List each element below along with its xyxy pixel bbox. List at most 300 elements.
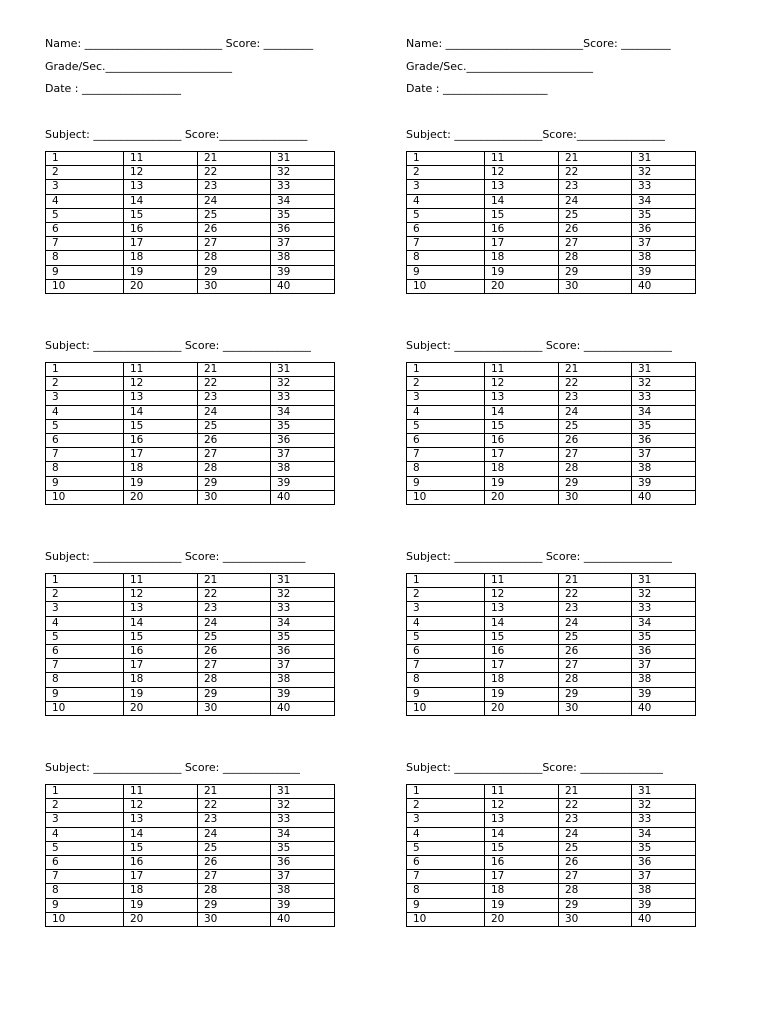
answer-cell[interactable]: 40	[271, 490, 335, 504]
answer-cell[interactable]: 31	[632, 785, 696, 799]
answer-cell[interactable]: 8	[46, 462, 124, 476]
answer-cell[interactable]: 9	[46, 687, 124, 701]
answer-cell[interactable]: 19	[124, 898, 198, 912]
answer-cell[interactable]: 5	[46, 208, 124, 222]
answer-cell[interactable]: 34	[271, 194, 335, 208]
answer-cell[interactable]: 5	[46, 841, 124, 855]
answer-cell[interactable]: 35	[271, 208, 335, 222]
answer-cell[interactable]: 4	[46, 194, 124, 208]
answer-cell[interactable]: 21	[198, 574, 271, 588]
answer-cell[interactable]: 11	[124, 152, 198, 166]
answer-cell[interactable]: 14	[485, 616, 559, 630]
answer-cell[interactable]: 22	[198, 166, 271, 180]
answer-cell[interactable]: 14	[124, 194, 198, 208]
answer-cell[interactable]: 4	[407, 405, 485, 419]
answer-cell[interactable]: 25	[198, 419, 271, 433]
answer-cell[interactable]: 11	[124, 785, 198, 799]
answer-cell[interactable]: 18	[124, 673, 198, 687]
answer-cell[interactable]: 6	[46, 644, 124, 658]
answer-cell[interactable]: 10	[46, 279, 124, 293]
answer-cell[interactable]: 18	[485, 462, 559, 476]
answer-cell[interactable]: 8	[46, 884, 124, 898]
answer-cell[interactable]: 2	[407, 377, 485, 391]
answer-cell[interactable]: 36	[271, 644, 335, 658]
answer-cell[interactable]: 27	[559, 870, 632, 884]
answer-cell[interactable]: 20	[124, 912, 198, 926]
answer-cell[interactable]: 20	[485, 701, 559, 715]
answer-cell[interactable]: 10	[407, 490, 485, 504]
answer-cell[interactable]: 34	[632, 827, 696, 841]
answer-cell[interactable]: 23	[559, 391, 632, 405]
answer-cell[interactable]: 7	[46, 237, 124, 251]
answer-cell[interactable]: 15	[124, 841, 198, 855]
answer-cell[interactable]: 7	[46, 870, 124, 884]
answer-cell[interactable]: 3	[46, 391, 124, 405]
answer-cell[interactable]: 34	[632, 194, 696, 208]
subject-score-line[interactable]: Subject: ________________ Score: ________________	[45, 339, 311, 352]
answer-cell[interactable]: 17	[124, 448, 198, 462]
answer-cell[interactable]: 2	[46, 588, 124, 602]
answer-cell[interactable]: 20	[124, 701, 198, 715]
answer-cell[interactable]: 38	[632, 462, 696, 476]
answer-cell[interactable]: 29	[198, 898, 271, 912]
answer-cell[interactable]: 40	[271, 279, 335, 293]
answer-cell[interactable]: 37	[632, 448, 696, 462]
answer-cell[interactable]: 29	[559, 265, 632, 279]
answer-cell[interactable]: 6	[46, 222, 124, 236]
answer-cell[interactable]: 20	[485, 279, 559, 293]
answer-cell[interactable]: 27	[198, 659, 271, 673]
answer-cell[interactable]: 29	[198, 687, 271, 701]
answer-cell[interactable]: 37	[271, 659, 335, 673]
answer-cell[interactable]: 26	[198, 222, 271, 236]
answer-cell[interactable]: 24	[198, 827, 271, 841]
answer-cell[interactable]: 34	[271, 405, 335, 419]
answer-cell[interactable]: 23	[559, 180, 632, 194]
answer-cell[interactable]: 21	[559, 785, 632, 799]
answer-cell[interactable]: 9	[407, 476, 485, 490]
answer-cell[interactable]: 11	[124, 574, 198, 588]
answer-cell[interactable]: 21	[559, 152, 632, 166]
answer-cell[interactable]: 11	[485, 363, 559, 377]
answer-cell[interactable]: 33	[632, 813, 696, 827]
answer-cell[interactable]: 33	[632, 602, 696, 616]
answer-cell[interactable]: 28	[559, 251, 632, 265]
answer-cell[interactable]: 3	[407, 180, 485, 194]
subject-score-line[interactable]: Subject: ________________ Score:________________	[45, 128, 308, 141]
answer-cell[interactable]: 36	[271, 222, 335, 236]
answer-cell[interactable]: 25	[559, 208, 632, 222]
subject-score-line[interactable]: Subject: ________________ Score: _______________	[45, 550, 306, 563]
answer-cell[interactable]: 39	[271, 476, 335, 490]
answer-cell[interactable]: 9	[46, 898, 124, 912]
answer-cell[interactable]: 13	[485, 813, 559, 827]
answer-cell[interactable]: 29	[559, 687, 632, 701]
answer-cell[interactable]: 35	[632, 841, 696, 855]
answer-cell[interactable]: 1	[46, 363, 124, 377]
subject-score-line[interactable]: Subject: ________________Score:________________	[406, 128, 665, 141]
answer-cell[interactable]: 25	[559, 419, 632, 433]
answer-cell[interactable]: 7	[407, 448, 485, 462]
answer-cell[interactable]: 14	[485, 827, 559, 841]
answer-cell[interactable]: 23	[559, 602, 632, 616]
answer-cell[interactable]: 20	[124, 279, 198, 293]
answer-cell[interactable]: 20	[124, 490, 198, 504]
answer-cell[interactable]: 35	[632, 419, 696, 433]
answer-cell[interactable]: 17	[124, 237, 198, 251]
answer-cell[interactable]: 5	[407, 419, 485, 433]
answer-cell[interactable]: 22	[559, 377, 632, 391]
answer-cell[interactable]: 18	[124, 251, 198, 265]
answer-cell[interactable]: 30	[559, 701, 632, 715]
answer-cell[interactable]: 40	[271, 912, 335, 926]
answer-cell[interactable]: 31	[632, 363, 696, 377]
answer-cell[interactable]: 39	[271, 265, 335, 279]
answer-cell[interactable]: 2	[407, 799, 485, 813]
answer-cell[interactable]: 18	[485, 251, 559, 265]
answer-cell[interactable]: 9	[407, 687, 485, 701]
answer-cell[interactable]: 30	[559, 912, 632, 926]
answer-cell[interactable]: 7	[407, 237, 485, 251]
answer-cell[interactable]: 23	[198, 391, 271, 405]
answer-cell[interactable]: 2	[46, 799, 124, 813]
answer-cell[interactable]: 11	[485, 152, 559, 166]
answer-cell[interactable]: 24	[198, 405, 271, 419]
answer-cell[interactable]: 28	[559, 884, 632, 898]
answer-cell[interactable]: 1	[407, 785, 485, 799]
answer-cell[interactable]: 23	[198, 180, 271, 194]
answer-cell[interactable]: 6	[46, 855, 124, 869]
answer-cell[interactable]: 15	[485, 419, 559, 433]
answer-cell[interactable]: 11	[485, 574, 559, 588]
answer-cell[interactable]: 27	[198, 448, 271, 462]
answer-cell[interactable]: 3	[407, 391, 485, 405]
grade-sec-line-right[interactable]: Grade/Sec._______________________	[406, 60, 594, 73]
answer-cell[interactable]: 4	[407, 827, 485, 841]
answer-cell[interactable]: 32	[632, 166, 696, 180]
name-score-line-left[interactable]: Name: _________________________ Score: _________	[45, 37, 314, 50]
answer-cell[interactable]: 7	[46, 448, 124, 462]
answer-cell[interactable]: 25	[559, 630, 632, 644]
answer-cell[interactable]: 3	[407, 602, 485, 616]
answer-cell[interactable]: 30	[198, 279, 271, 293]
answer-cell[interactable]: 2	[407, 166, 485, 180]
answer-cell[interactable]: 5	[46, 419, 124, 433]
answer-cell[interactable]: 15	[124, 630, 198, 644]
answer-cell[interactable]: 4	[46, 616, 124, 630]
answer-cell[interactable]: 5	[46, 630, 124, 644]
answer-cell[interactable]: 9	[407, 265, 485, 279]
answer-cell[interactable]: 8	[46, 673, 124, 687]
answer-cell[interactable]: 8	[407, 884, 485, 898]
answer-cell[interactable]: 35	[632, 208, 696, 222]
answer-cell[interactable]: 28	[198, 462, 271, 476]
answer-cell[interactable]: 18	[485, 673, 559, 687]
answer-cell[interactable]: 18	[485, 884, 559, 898]
answer-cell[interactable]: 1	[407, 574, 485, 588]
answer-cell[interactable]: 12	[124, 166, 198, 180]
answer-cell[interactable]: 40	[271, 701, 335, 715]
answer-cell[interactable]: 15	[485, 630, 559, 644]
answer-cell[interactable]: 26	[559, 222, 632, 236]
answer-cell[interactable]: 17	[485, 448, 559, 462]
answer-cell[interactable]: 13	[124, 813, 198, 827]
answer-cell[interactable]: 8	[407, 251, 485, 265]
answer-cell[interactable]: 31	[632, 574, 696, 588]
answer-cell[interactable]: 26	[559, 644, 632, 658]
answer-cell[interactable]: 28	[198, 884, 271, 898]
answer-cell[interactable]: 8	[407, 673, 485, 687]
name-score-line-right[interactable]: Name: _________________________Score: _________	[406, 37, 671, 50]
answer-cell[interactable]: 20	[485, 490, 559, 504]
answer-cell[interactable]: 25	[198, 630, 271, 644]
answer-cell[interactable]: 33	[271, 180, 335, 194]
answer-cell[interactable]: 2	[407, 588, 485, 602]
answer-cell[interactable]: 37	[632, 870, 696, 884]
answer-cell[interactable]: 30	[559, 490, 632, 504]
answer-cell[interactable]: 19	[485, 476, 559, 490]
answer-cell[interactable]: 19	[124, 265, 198, 279]
answer-cell[interactable]: 5	[407, 208, 485, 222]
answer-cell[interactable]: 39	[271, 687, 335, 701]
answer-cell[interactable]: 9	[46, 476, 124, 490]
answer-cell[interactable]: 38	[271, 884, 335, 898]
answer-cell[interactable]: 28	[198, 673, 271, 687]
answer-cell[interactable]: 39	[632, 476, 696, 490]
answer-cell[interactable]: 14	[485, 194, 559, 208]
answer-cell[interactable]: 6	[407, 433, 485, 447]
answer-cell[interactable]: 36	[271, 433, 335, 447]
grade-sec-line-left[interactable]: Grade/Sec._______________________	[45, 60, 233, 73]
answer-cell[interactable]: 35	[271, 419, 335, 433]
answer-cell[interactable]: 12	[485, 377, 559, 391]
subject-score-line[interactable]: Subject: ________________ Score: ________________	[406, 550, 672, 563]
answer-cell[interactable]: 13	[124, 180, 198, 194]
answer-cell[interactable]: 23	[198, 602, 271, 616]
answer-cell[interactable]: 1	[46, 785, 124, 799]
answer-cell[interactable]: 38	[632, 673, 696, 687]
answer-cell[interactable]: 24	[198, 616, 271, 630]
answer-cell[interactable]: 21	[198, 152, 271, 166]
answer-cell[interactable]: 19	[485, 265, 559, 279]
answer-cell[interactable]: 15	[485, 208, 559, 222]
answer-cell[interactable]: 13	[485, 391, 559, 405]
answer-cell[interactable]: 11	[124, 363, 198, 377]
answer-cell[interactable]: 14	[124, 616, 198, 630]
answer-cell[interactable]: 16	[485, 644, 559, 658]
answer-cell[interactable]: 26	[559, 433, 632, 447]
answer-cell[interactable]: 32	[271, 799, 335, 813]
answer-cell[interactable]: 27	[559, 237, 632, 251]
answer-cell[interactable]: 18	[124, 884, 198, 898]
answer-cell[interactable]: 4	[407, 194, 485, 208]
answer-cell[interactable]: 19	[485, 687, 559, 701]
answer-cell[interactable]: 37	[632, 237, 696, 251]
answer-cell[interactable]: 36	[271, 855, 335, 869]
answer-cell[interactable]: 34	[632, 405, 696, 419]
answer-cell[interactable]: 30	[198, 912, 271, 926]
answer-cell[interactable]: 33	[271, 602, 335, 616]
answer-cell[interactable]: 13	[124, 602, 198, 616]
answer-cell[interactable]: 10	[407, 279, 485, 293]
answer-cell[interactable]: 17	[485, 870, 559, 884]
answer-cell[interactable]: 30	[559, 279, 632, 293]
answer-cell[interactable]: 29	[559, 476, 632, 490]
answer-cell[interactable]: 35	[632, 630, 696, 644]
answer-cell[interactable]: 34	[271, 616, 335, 630]
answer-cell[interactable]: 7	[407, 659, 485, 673]
answer-cell[interactable]: 39	[632, 265, 696, 279]
answer-cell[interactable]: 16	[485, 433, 559, 447]
answer-cell[interactable]: 22	[559, 588, 632, 602]
answer-cell[interactable]: 21	[559, 363, 632, 377]
answer-cell[interactable]: 31	[271, 152, 335, 166]
answer-cell[interactable]: 21	[198, 785, 271, 799]
subject-score-line[interactable]: Subject: ________________Score: _______________	[406, 761, 663, 774]
answer-cell[interactable]: 22	[198, 799, 271, 813]
answer-cell[interactable]: 7	[46, 659, 124, 673]
answer-cell[interactable]: 29	[198, 265, 271, 279]
answer-cell[interactable]: 20	[485, 912, 559, 926]
answer-cell[interactable]: 37	[271, 448, 335, 462]
answer-cell[interactable]: 12	[485, 166, 559, 180]
answer-cell[interactable]: 1	[407, 152, 485, 166]
answer-cell[interactable]: 30	[198, 701, 271, 715]
answer-cell[interactable]: 37	[632, 659, 696, 673]
answer-cell[interactable]: 39	[271, 898, 335, 912]
answer-cell[interactable]: 6	[407, 644, 485, 658]
answer-cell[interactable]: 40	[632, 701, 696, 715]
answer-cell[interactable]: 31	[271, 574, 335, 588]
answer-cell[interactable]: 17	[124, 870, 198, 884]
answer-cell[interactable]: 10	[46, 701, 124, 715]
answer-cell[interactable]: 16	[124, 222, 198, 236]
answer-cell[interactable]: 31	[632, 152, 696, 166]
answer-cell[interactable]: 39	[632, 687, 696, 701]
answer-cell[interactable]: 16	[124, 644, 198, 658]
answer-cell[interactable]: 24	[559, 616, 632, 630]
answer-cell[interactable]: 1	[407, 363, 485, 377]
subject-score-line[interactable]: Subject: ________________ Score: ________________	[406, 339, 672, 352]
answer-cell[interactable]: 33	[271, 391, 335, 405]
answer-cell[interactable]: 24	[559, 827, 632, 841]
answer-cell[interactable]: 40	[632, 912, 696, 926]
answer-cell[interactable]: 17	[485, 659, 559, 673]
answer-cell[interactable]: 11	[485, 785, 559, 799]
answer-cell[interactable]: 22	[198, 588, 271, 602]
answer-cell[interactable]: 29	[198, 476, 271, 490]
answer-cell[interactable]: 27	[198, 237, 271, 251]
answer-cell[interactable]: 34	[632, 616, 696, 630]
answer-cell[interactable]: 24	[559, 405, 632, 419]
answer-cell[interactable]: 30	[198, 490, 271, 504]
answer-cell[interactable]: 25	[559, 841, 632, 855]
answer-cell[interactable]: 19	[485, 898, 559, 912]
answer-cell[interactable]: 22	[198, 377, 271, 391]
answer-cell[interactable]: 29	[559, 898, 632, 912]
answer-cell[interactable]: 22	[559, 799, 632, 813]
answer-cell[interactable]: 3	[46, 813, 124, 827]
answer-cell[interactable]: 15	[124, 419, 198, 433]
answer-cell[interactable]: 5	[407, 841, 485, 855]
answer-cell[interactable]: 4	[407, 616, 485, 630]
answer-cell[interactable]: 14	[485, 405, 559, 419]
answer-cell[interactable]: 16	[124, 433, 198, 447]
answer-cell[interactable]: 21	[559, 574, 632, 588]
answer-cell[interactable]: 13	[124, 391, 198, 405]
answer-cell[interactable]: 7	[407, 870, 485, 884]
answer-cell[interactable]: 33	[632, 391, 696, 405]
answer-cell[interactable]: 4	[46, 827, 124, 841]
answer-cell[interactable]: 24	[559, 194, 632, 208]
answer-cell[interactable]: 10	[46, 912, 124, 926]
answer-cell[interactable]: 37	[271, 870, 335, 884]
answer-cell[interactable]: 9	[407, 898, 485, 912]
answer-cell[interactable]: 31	[271, 785, 335, 799]
answer-cell[interactable]: 6	[46, 433, 124, 447]
answer-cell[interactable]: 32	[632, 799, 696, 813]
answer-cell[interactable]: 26	[198, 644, 271, 658]
answer-cell[interactable]: 1	[46, 152, 124, 166]
answer-cell[interactable]: 2	[46, 166, 124, 180]
date-line-left[interactable]: Date : __________________	[45, 82, 181, 95]
answer-cell[interactable]: 3	[407, 813, 485, 827]
answer-cell[interactable]: 35	[271, 841, 335, 855]
answer-cell[interactable]: 5	[407, 630, 485, 644]
answer-cell[interactable]: 21	[198, 363, 271, 377]
answer-cell[interactable]: 28	[559, 462, 632, 476]
answer-cell[interactable]: 38	[632, 884, 696, 898]
answer-cell[interactable]: 3	[46, 180, 124, 194]
answer-cell[interactable]: 26	[198, 433, 271, 447]
answer-cell[interactable]: 12	[485, 799, 559, 813]
answer-cell[interactable]: 9	[46, 265, 124, 279]
answer-cell[interactable]: 19	[124, 687, 198, 701]
answer-cell[interactable]: 10	[407, 701, 485, 715]
answer-cell[interactable]: 38	[271, 462, 335, 476]
answer-cell[interactable]: 16	[124, 855, 198, 869]
answer-cell[interactable]: 18	[124, 462, 198, 476]
answer-cell[interactable]: 8	[46, 251, 124, 265]
answer-cell[interactable]: 33	[271, 813, 335, 827]
answer-cell[interactable]: 27	[198, 870, 271, 884]
answer-cell[interactable]: 22	[559, 166, 632, 180]
answer-cell[interactable]: 26	[198, 855, 271, 869]
answer-cell[interactable]: 6	[407, 855, 485, 869]
answer-cell[interactable]: 36	[632, 855, 696, 869]
subject-score-line[interactable]: Subject: ________________ Score: ______________	[45, 761, 300, 774]
answer-cell[interactable]: 12	[485, 588, 559, 602]
answer-cell[interactable]: 10	[46, 490, 124, 504]
answer-cell[interactable]: 36	[632, 433, 696, 447]
answer-cell[interactable]: 14	[124, 405, 198, 419]
answer-cell[interactable]: 6	[407, 222, 485, 236]
answer-cell[interactable]: 19	[124, 476, 198, 490]
answer-cell[interactable]: 4	[46, 405, 124, 419]
answer-cell[interactable]: 27	[559, 659, 632, 673]
answer-cell[interactable]: 31	[271, 363, 335, 377]
answer-cell[interactable]: 16	[485, 855, 559, 869]
answer-cell[interactable]: 17	[485, 237, 559, 251]
answer-cell[interactable]: 1	[46, 574, 124, 588]
answer-cell[interactable]: 34	[271, 827, 335, 841]
answer-cell[interactable]: 17	[124, 659, 198, 673]
answer-cell[interactable]: 32	[271, 588, 335, 602]
answer-cell[interactable]: 38	[632, 251, 696, 265]
answer-cell[interactable]: 13	[485, 602, 559, 616]
answer-cell[interactable]: 12	[124, 799, 198, 813]
answer-cell[interactable]: 12	[124, 588, 198, 602]
